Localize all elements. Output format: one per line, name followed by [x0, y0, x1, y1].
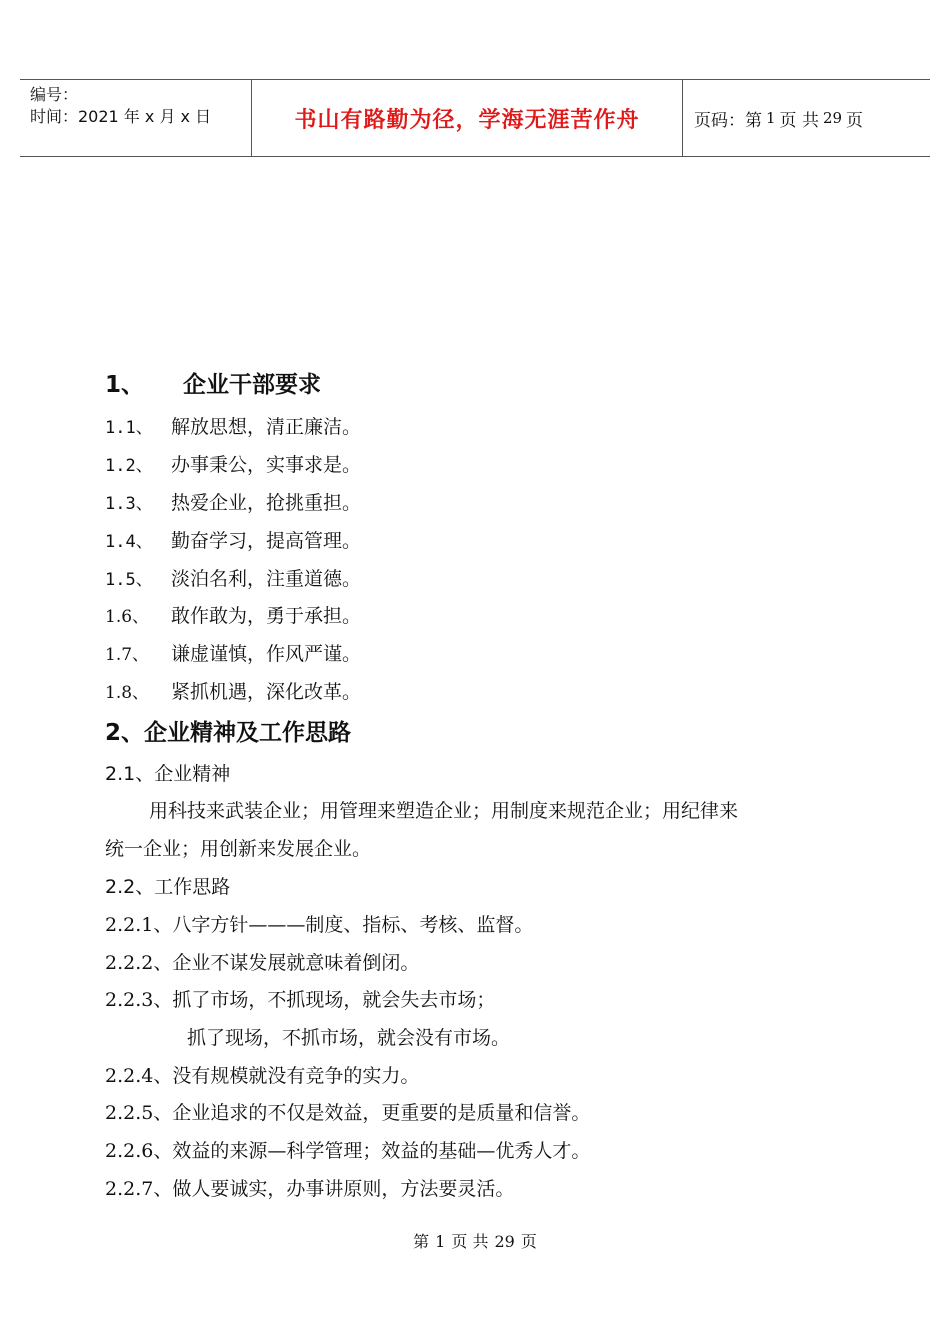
paragraph-line: 统一企业；用创新来发展企业。 — [105, 838, 372, 860]
paragraph-line: 用科技来武装企业；用管理来塑造企业；用制度来规范企业；用纪律来 — [149, 800, 739, 822]
list-item: 2.2.6、效益的来源—科学管理；效益的基础—优秀人才。 — [105, 1140, 591, 1162]
list-item: 1.5、 淡泊名利，注重道德。 — [105, 568, 362, 590]
list-item: 2.2.7、做人要诚实，办事讲原则，方法要灵活。 — [105, 1178, 515, 1200]
list-item: 1.8、 紧抓机遇，深化改革。 — [105, 681, 362, 703]
section2-heading: 2、企业精神及工作思路 — [105, 720, 352, 746]
subsection-title: 2.2、工作思路 — [105, 876, 231, 898]
section1-number: 1、 — [105, 372, 145, 398]
list-item: 2.2.5、企业追求的不仅是效益，更重要的是质量和信誉。 — [105, 1102, 591, 1124]
list-item: 1.1、 解放思想，清正廉洁。 — [105, 416, 362, 438]
list-item: 1.7、 谦虚谨慎，作风严谨。 — [105, 643, 362, 665]
section1-title: 企业干部要求 — [183, 372, 321, 398]
list-item: 2.2.3、抓了市场，不抓现场，就会失去市场； — [105, 989, 496, 1011]
number-label: 编号： — [30, 85, 79, 104]
page-mid: 页 共 — [779, 110, 819, 131]
footer-page-total: 29 — [494, 1232, 515, 1251]
list-item: 1.2、 办事秉公，实事求是。 — [105, 454, 362, 476]
page-header — [20, 79, 930, 157]
page-suffix: 页 — [846, 110, 864, 131]
header-motto-cell — [252, 80, 683, 156]
list-item: 2.2.1、八字方针———制度、指标、考核、监督。 — [105, 914, 534, 936]
subsection-title: 2.1、企业精神 — [105, 763, 231, 785]
page-total: 29 — [822, 109, 843, 127]
page-current: 1 — [766, 109, 776, 127]
list-item: 2.2.4、没有规模就没有竞争的实力。 — [105, 1065, 420, 1087]
page-prefix: 页码：第 — [694, 110, 762, 131]
footer-page-current: 1 — [435, 1232, 446, 1251]
list-item: 抓了现场，不抓市场，就会没有市场。 — [187, 1027, 511, 1049]
header-meta — [20, 80, 252, 156]
list-item: 1.6、 敢作敢为，勇于承担。 — [105, 605, 362, 627]
list-item: 1.3、 热爱企业，抢挑重担。 — [105, 492, 362, 514]
page-footer: 第 1 页 共 29 页 — [413, 1232, 537, 1251]
list-item: 2.2.2、企业不谋发展就意味着倒闭。 — [105, 952, 420, 974]
section1-heading — [105, 366, 321, 399]
time-label: 时间：2021 年 x 月 x 日 — [30, 107, 212, 126]
header-page-info — [683, 80, 930, 156]
motto: 书山有路勤为径，学海无涯苦作舟 — [294, 107, 640, 133]
list-item: 1.4、 勤奋学习，提高管理。 — [105, 530, 362, 552]
